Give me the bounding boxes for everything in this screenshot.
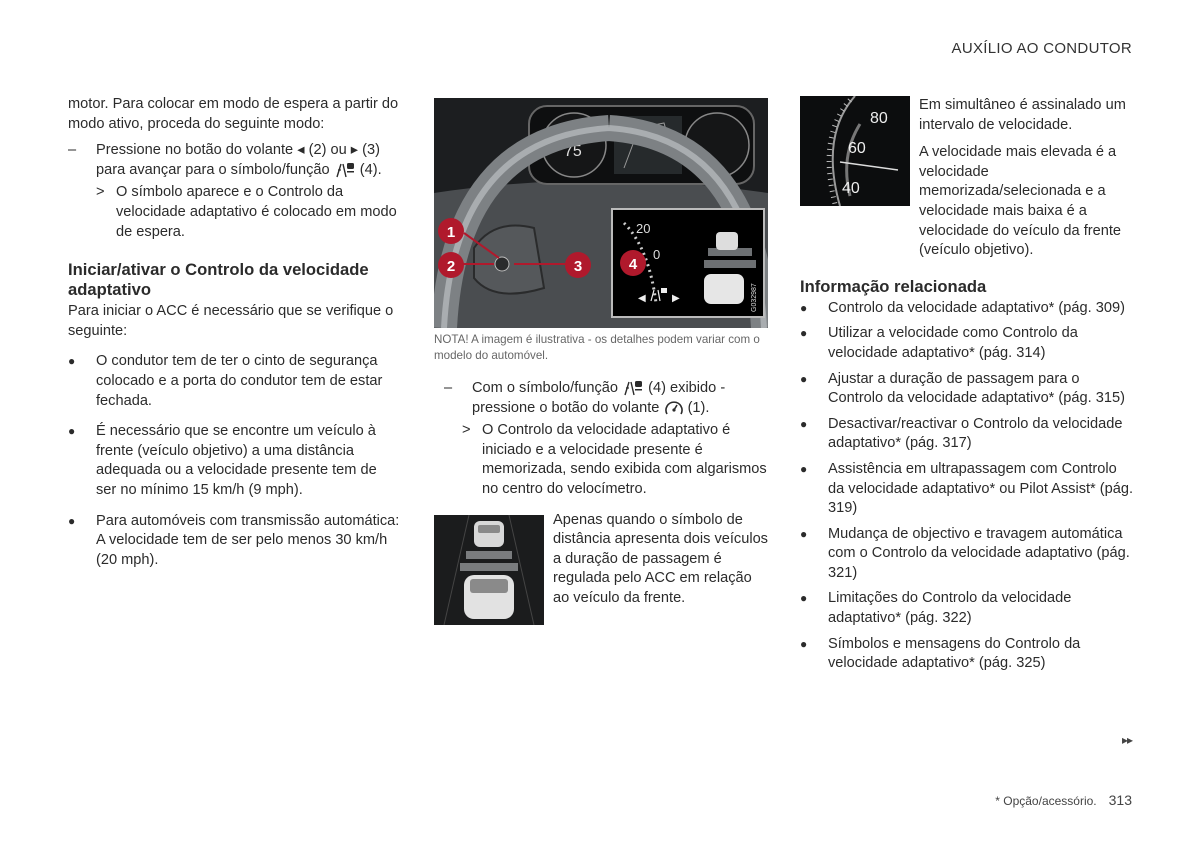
distance-text: Apenas quando o símbolo de distância apresenta dois veículos a duração de passagem é regulada pelo ACC em relação ao veículo da frente.	[553, 511, 768, 606]
distance-symbol-illustration	[434, 515, 544, 625]
bullet: ●	[800, 636, 808, 651]
speedometer-interval-illustration	[800, 96, 910, 206]
list-item	[68, 512, 400, 571]
acc-symbol-icon	[622, 379, 644, 397]
step-activate	[444, 379, 768, 418]
speedo-label-40: 40	[842, 180, 860, 197]
bullet: ●	[800, 461, 808, 476]
svg-text:◀: ◀	[638, 293, 646, 304]
column-right	[800, 96, 1135, 674]
related-item-text[interactable]: Ajustar a duração de passagem para o Controlo da velocidade adaptativo* (pág. 315)	[828, 370, 1125, 407]
interval-text-2-start	[919, 143, 1149, 261]
callout-4: 4	[628, 256, 638, 273]
footer	[995, 792, 1132, 808]
interval-text-2: A velocidade mais elevada é a velocidade memorizada/selecionada e a velocidade mais baixa é a velocidade do veículo da frente (veículo objetivo).	[919, 144, 1122, 259]
bullet: ●	[800, 371, 808, 386]
dash-marker: –	[68, 142, 77, 159]
bullet: ●	[68, 513, 76, 528]
related-item-text[interactable]: Desactivar/reactivar o Controlo da velocidade adaptativo* (pág. 317)	[828, 415, 1123, 452]
section-title: AUXÍLIO AO CONDUTOR	[951, 40, 1132, 57]
related-item-text[interactable]: Mudança de objectivo e travagem automática com o Controlo da velocidade adaptativo (pág. 321)	[828, 525, 1130, 581]
related-item[interactable]	[800, 324, 1135, 363]
step-activate-text-a: Com o símbolo/função	[472, 380, 619, 396]
bullet: ●	[800, 526, 808, 541]
list-item	[68, 352, 400, 411]
related-item[interactable]	[800, 589, 1135, 628]
speedo-label-80: 80	[870, 110, 888, 127]
related-item-text[interactable]: Assistência em ultrapassagem com Controlo da velocidade adaptativo* ou Pilot Assist* (pág. 319)	[828, 460, 1134, 517]
bullet: ●	[800, 300, 808, 315]
speed-interval-block	[800, 96, 1135, 261]
dash-marker: –	[444, 380, 453, 396]
continue-arrows: ▸▸	[1121, 733, 1132, 747]
inset-speed-zero: 0	[653, 247, 661, 262]
figure-caption: NOTA! A imagem é ilustrativa - os detalhes podem variar com o modelo do automóvel.	[434, 333, 760, 362]
distance-block	[434, 511, 768, 625]
dashboard-illustration	[434, 98, 768, 328]
svg-text:▶: ▶	[672, 293, 680, 304]
callout-1: 1	[446, 224, 456, 241]
related-item[interactable]	[800, 299, 1135, 319]
lead-text: Para iniciar o ACC é necessário que se verifique o seguinte:	[68, 303, 394, 339]
related-item[interactable]	[800, 525, 1135, 584]
bullet: ●	[800, 416, 808, 431]
step-standby-result-text: O símbolo aparece e o Controlo da velocidade adaptativo é colocado em modo de espera.	[116, 184, 397, 240]
inset-speed-top: 20	[636, 221, 651, 236]
acc-symbol-icon	[334, 161, 356, 179]
step-activate-text-c: (1).	[687, 399, 710, 416]
interval-text-1: Em simultâneo é assinalado um intervalo de velocidade.	[919, 97, 1126, 133]
bullet: ●	[800, 326, 808, 341]
bullet: ●	[68, 354, 76, 369]
section-heading: Iniciar/ativar o Controlo da velocidade adaptativo	[68, 260, 369, 300]
related-item-text[interactable]: Símbolos e mensagens do Controlo da velocidade adaptativo* (pág. 325)	[828, 635, 1081, 672]
callout-2: 2	[446, 258, 456, 275]
footnote: * Opção/acessório.	[995, 794, 1097, 808]
speed-readout: 75	[564, 143, 582, 160]
related-item-text[interactable]: Limitações do Controlo da velocidade adaptativo* (pág. 322)	[828, 590, 1072, 627]
list-item-text: Para automóveis com transmissão automática: A velocidade tem de ser pelo menos 30 km/h (20 mph).	[96, 512, 400, 568]
related-item[interactable]	[800, 635, 1135, 674]
list-item-text: O condutor tem de ter o cinto de segurança colocado e a porta do condutor tem de estar fechada.	[96, 353, 383, 409]
bullet: ●	[800, 591, 808, 606]
related-heading: Informação relacionada	[800, 276, 987, 296]
step-activate-text-b: (4) exibido - pressione o botão do volante	[472, 380, 726, 416]
related-item[interactable]	[800, 370, 1135, 409]
speedo-label-60: 60	[848, 140, 866, 157]
related-item-text[interactable]: Utilizar a velocidade como Controlo da velocidade adaptativo* (pág. 314)	[828, 325, 1078, 361]
bullet: ●	[68, 424, 76, 439]
related-item[interactable]	[800, 460, 1135, 519]
step-standby-ref: (4).	[359, 161, 382, 178]
step-activate-result	[462, 421, 768, 499]
step-activate-result-text: O Controlo da velocidade adaptativo é iniciado e a velocidade presente é memorizada, sendo exibida com algarismos no centro do velocímetro.	[482, 422, 767, 497]
image-code: G032987	[751, 283, 758, 312]
result-marker: >	[96, 184, 105, 201]
related-item-text[interactable]: Controlo da velocidade adaptativo* (pág. 309)	[828, 299, 1125, 316]
page-number: 313	[1108, 792, 1132, 808]
step-standby-result	[96, 183, 400, 242]
list-item-text: É necessário que se encontre um veículo à frente (veículo objetivo) a uma distância adequada ou a velocidade presente tem de ser no mínimo 15 km/h (9 mph).	[96, 423, 377, 498]
list-item	[68, 422, 400, 500]
step-standby	[68, 141, 400, 180]
callout-3: 3	[573, 258, 583, 275]
related-item[interactable]	[800, 415, 1135, 454]
speedometer-button-icon	[664, 399, 684, 417]
step-standby-text: Pressione no botão do volante ◂ (2) ou ▸ (3) para avançar para o símbolo/função	[96, 142, 380, 178]
result-marker: >	[462, 422, 471, 439]
column-middle	[434, 98, 768, 625]
column-left	[68, 95, 400, 570]
intro-text: motor. Para colocar em modo de espera a partir do modo ativo, proceda do seguinte modo:	[68, 96, 399, 132]
